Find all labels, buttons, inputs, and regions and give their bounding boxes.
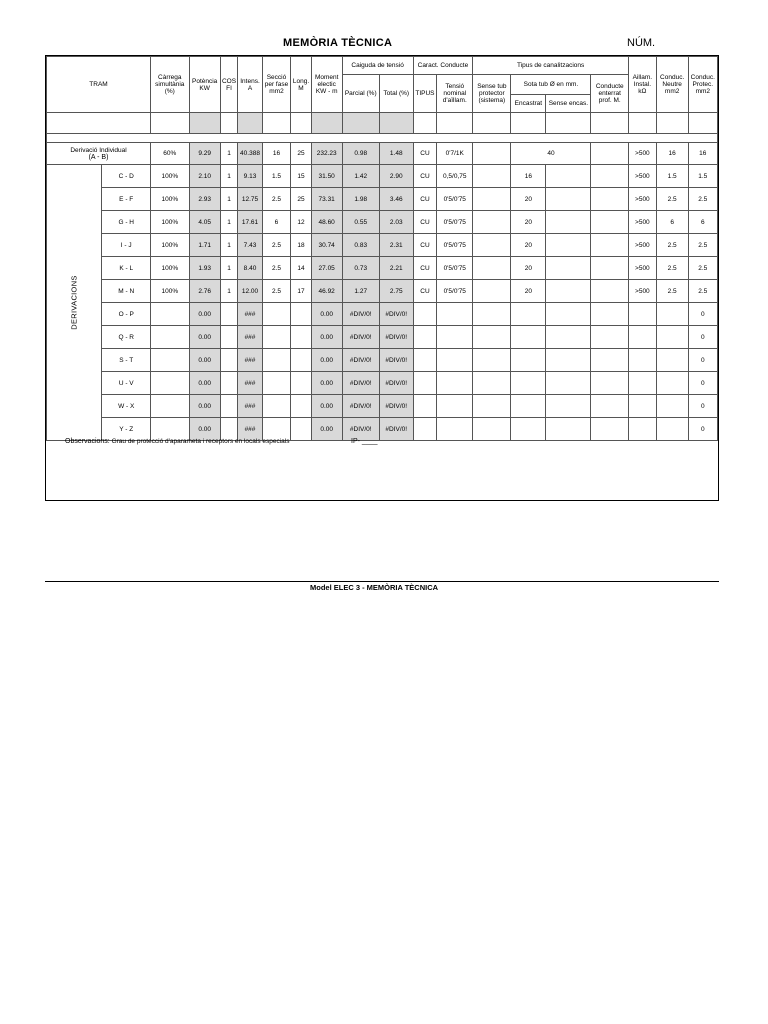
cell-tipus: CU <box>413 165 437 188</box>
cell-tram: Q - R <box>102 326 151 349</box>
cell-long <box>291 372 311 395</box>
cell-tensio: 0'7/1K <box>437 143 473 165</box>
cell-seccio: 1.5 <box>262 165 291 188</box>
cell-enterrat <box>591 372 629 395</box>
observations-text: Grau de protecció d'aparameta i receptors en locals especials <box>111 438 290 445</box>
cell-neutre <box>656 349 688 372</box>
aillam-header: Aillam. Instal. kΩ <box>628 57 656 113</box>
intens-header: Intens. A <box>238 57 262 113</box>
derivation-row <box>47 303 718 326</box>
cell-moment: 0.00 <box>311 395 342 418</box>
cell-sense-encas <box>546 303 591 326</box>
cell-total: #DIV/0! <box>379 395 413 418</box>
technical-memory-sheet <box>45 55 719 501</box>
cell-tram: C - D <box>102 165 151 188</box>
page-title: MEMÒRIA TÈCNICA <box>283 37 393 49</box>
cell-total: #DIV/0! <box>379 303 413 326</box>
cell-tipus <box>413 326 437 349</box>
cell-cosfi: 1 <box>220 280 238 303</box>
derivation-row <box>47 211 718 234</box>
cell-carrega <box>151 372 190 395</box>
cell-aillam <box>628 326 656 349</box>
cell-encastrat <box>511 372 546 395</box>
cell-enterrat <box>591 234 629 257</box>
cell-enterrat <box>591 143 629 165</box>
cell-carrega: 100% <box>151 257 190 280</box>
cell-tipus <box>413 418 437 441</box>
cell-parcial: #DIV/0! <box>342 303 379 326</box>
cell-sense-tub <box>473 418 511 441</box>
cell-tipus: CU <box>413 143 437 165</box>
tensio-header: Tensió nominal d'aïllam. <box>437 75 473 113</box>
observations <box>65 438 289 445</box>
cell-tram: U - V <box>102 372 151 395</box>
cell-neutre: 6 <box>656 211 688 234</box>
cell-aillam: >500 <box>628 211 656 234</box>
cell-potencia: 4.05 <box>189 211 220 234</box>
derivation-row <box>47 326 718 349</box>
cell-seccio <box>262 395 291 418</box>
cell-long <box>291 303 311 326</box>
derivation-row <box>47 165 718 188</box>
cell-long: 25 <box>291 188 311 211</box>
cell-moment: 27.05 <box>311 257 342 280</box>
cell-moment: 232.23 <box>311 143 342 165</box>
cell-neutre <box>656 326 688 349</box>
cell-aillam <box>628 372 656 395</box>
cell-tensio: 0'5/0'75 <box>437 234 473 257</box>
cell-tipus <box>413 349 437 372</box>
cell-protec: 0 <box>688 303 717 326</box>
derivation-row <box>47 234 718 257</box>
cell-tram: O - P <box>102 303 151 326</box>
derivation-row <box>47 395 718 418</box>
cell-tram: G - H <box>102 211 151 234</box>
cell-long <box>291 418 311 441</box>
cell-seccio: 16 <box>262 143 291 165</box>
cell-protec: 16 <box>688 143 717 165</box>
cell-tensio: 0'5/0'75 <box>437 257 473 280</box>
cell-moment: 30.74 <box>311 234 342 257</box>
cell-seccio <box>262 349 291 372</box>
cell-potencia: 2.76 <box>189 280 220 303</box>
seccio-header: Secció per fase mm2 <box>262 57 291 113</box>
cell-cosfi: 1 <box>220 234 238 257</box>
cell-total: 2.31 <box>379 234 413 257</box>
cell-sense-encas <box>546 165 591 188</box>
cell-tensio <box>437 395 473 418</box>
cell-cosfi <box>220 395 238 418</box>
cell-encastrat: 20 <box>511 188 546 211</box>
encastrat-header: Encastrat <box>511 95 546 113</box>
cell-encastrat <box>511 349 546 372</box>
tram-header: TRAM <box>47 57 151 113</box>
cell-enterrat <box>591 257 629 280</box>
cell-protec: 0 <box>688 395 717 418</box>
observations-label: Observacions: <box>65 438 110 445</box>
cell-sense-encas <box>546 326 591 349</box>
cell-parcial: 0.73 <box>342 257 379 280</box>
cell-intens: 9.13 <box>238 165 262 188</box>
cell-sense-tub <box>473 188 511 211</box>
sota-tub-header: Sota tub Ø en mm. <box>511 75 591 95</box>
cell-moment: 0.00 <box>311 372 342 395</box>
cell-parcial: 1.27 <box>342 280 379 303</box>
cell-long <box>291 395 311 418</box>
cell-tram: Y - Z <box>102 418 151 441</box>
cell-tram: E - F <box>102 188 151 211</box>
cell-tensio <box>437 349 473 372</box>
cell-seccio: 6 <box>262 211 291 234</box>
cell-moment: 46.92 <box>311 280 342 303</box>
cell-parcial: 0.55 <box>342 211 379 234</box>
cell-intens: 40.388 <box>238 143 262 165</box>
cell-tram: W - X <box>102 395 151 418</box>
cell-sense-tub <box>473 211 511 234</box>
cell-potencia: 0.00 <box>189 395 220 418</box>
cell-sense-tub <box>473 234 511 257</box>
cell-encastrat: 20 <box>511 234 546 257</box>
cell-carrega: 100% <box>151 280 190 303</box>
cell-potencia: 9.29 <box>189 143 220 165</box>
cell-enterrat <box>591 418 629 441</box>
cell-cosfi: 1 <box>220 257 238 280</box>
cell-parcial: #DIV/0! <box>342 395 379 418</box>
cell-potencia: 2.10 <box>189 165 220 188</box>
cell-total: #DIV/0! <box>379 349 413 372</box>
cell-seccio: 2.5 <box>262 188 291 211</box>
cell-intens: ### <box>238 395 262 418</box>
blank-row <box>47 113 718 134</box>
cell-intens: ### <box>238 326 262 349</box>
cell-enterrat <box>591 395 629 418</box>
cell-tipus: CU <box>413 234 437 257</box>
cell-sense-tub <box>473 349 511 372</box>
cell-aillam: >500 <box>628 280 656 303</box>
cell-neutre <box>656 418 688 441</box>
cell-potencia: 0.00 <box>189 372 220 395</box>
cell-sense-encas <box>546 395 591 418</box>
cell-carrega <box>151 303 190 326</box>
cell-tensio <box>437 303 473 326</box>
cell-moment: 0.00 <box>311 418 342 441</box>
total-header: Total (%) <box>379 75 413 113</box>
cell-intens: ### <box>238 418 262 441</box>
derivacio-label: Derivació Individual <box>70 146 127 154</box>
cell-cosfi: 1 <box>220 143 238 165</box>
cell-parcial: 1.98 <box>342 188 379 211</box>
cell-aillam <box>628 418 656 441</box>
cell-carrega: 100% <box>151 234 190 257</box>
cell-aillam: >500 <box>628 165 656 188</box>
potencia-header: Potència KW <box>189 57 220 113</box>
cell-carrega: 100% <box>151 188 190 211</box>
cell-sense-tub <box>473 303 511 326</box>
cell-total: 2.03 <box>379 211 413 234</box>
cell-moment: 73.31 <box>311 188 342 211</box>
cell-potencia: 1.93 <box>189 257 220 280</box>
spacer-row <box>47 134 718 143</box>
cell-enterrat <box>591 280 629 303</box>
caract-header: Caract. Conducte <box>413 57 473 75</box>
cell-cosfi: 1 <box>220 188 238 211</box>
cell-sense-tub <box>473 395 511 418</box>
cell-sense-tub <box>473 280 511 303</box>
enterrat-header: Conducte enterrat prof. M. <box>591 75 629 113</box>
cell-tipus <box>413 303 437 326</box>
cell-aillam <box>628 395 656 418</box>
cell-potencia: 2.93 <box>189 188 220 211</box>
cell-encastrat: 20 <box>511 211 546 234</box>
cell-aillam: >500 <box>628 234 656 257</box>
tipus-header: TIPUS <box>413 75 437 113</box>
cell-seccio <box>262 303 291 326</box>
cell-long: 12 <box>291 211 311 234</box>
cell-sense-tub <box>473 143 511 165</box>
cell-intens: 12.00 <box>238 280 262 303</box>
cell-total: 2.75 <box>379 280 413 303</box>
cell-total: #DIV/0! <box>379 372 413 395</box>
cell-intens: ### <box>238 349 262 372</box>
cell-cosfi <box>220 326 238 349</box>
cell-moment: 0.00 <box>311 349 342 372</box>
cell-total: 2.90 <box>379 165 413 188</box>
cell-carrega: 60% <box>151 143 190 165</box>
cell-parcial: #DIV/0! <box>342 372 379 395</box>
cell-protec: 2.5 <box>688 280 717 303</box>
cell-long: 18 <box>291 234 311 257</box>
long-header: Long. M <box>291 57 311 113</box>
cell-cosfi: 1 <box>220 165 238 188</box>
cell-protec: 2.5 <box>688 257 717 280</box>
cell-neutre: 2.5 <box>656 234 688 257</box>
cell-enterrat <box>591 188 629 211</box>
derivacio-tram: (A - B) <box>88 153 109 161</box>
cell-tensio: 0'5/0'75 <box>437 211 473 234</box>
parcial-header: Parcial (%) <box>342 75 379 113</box>
cell-seccio <box>262 372 291 395</box>
cell-tensio <box>437 418 473 441</box>
cell-sense-encas <box>546 349 591 372</box>
cell-tensio <box>437 326 473 349</box>
cell-encastrat <box>511 395 546 418</box>
cell-intens: ### <box>238 303 262 326</box>
cell-seccio: 2.5 <box>262 280 291 303</box>
cell-long: 25 <box>291 143 311 165</box>
cell-potencia: 0.00 <box>189 303 220 326</box>
caiguda-header: Caiguda de tensió <box>342 57 413 75</box>
cell-tipus: CU <box>413 280 437 303</box>
cell-enterrat <box>591 211 629 234</box>
cell-parcial: 1.42 <box>342 165 379 188</box>
derivacions-vertical-label <box>47 165 102 441</box>
footer-label: Model ELEC 3 - MEMÒRIA TÈCNICA <box>310 583 439 592</box>
cell-neutre: 2.5 <box>656 188 688 211</box>
cell-total: 2.21 <box>379 257 413 280</box>
derivacions-text: DERIVACIONS <box>69 274 79 330</box>
cell-neutre: 1.5 <box>656 165 688 188</box>
cell-seccio: 2.5 <box>262 234 291 257</box>
cell-sense-tub <box>473 257 511 280</box>
cell-sense-tub <box>473 372 511 395</box>
protec-header: Conduc. Protec. mm2 <box>688 57 717 113</box>
sense-encas-header: Sense encas. <box>546 95 591 113</box>
cell-long: 17 <box>291 280 311 303</box>
cell-sense-encas <box>546 188 591 211</box>
cell-encastrat: 20 <box>511 257 546 280</box>
cell-protec: 2.5 <box>688 188 717 211</box>
cell-sense-encas <box>546 280 591 303</box>
derivation-row <box>47 280 718 303</box>
cell-potencia: 0.00 <box>189 349 220 372</box>
cell-tram: S - T <box>102 349 151 372</box>
derivation-row <box>47 257 718 280</box>
neutre-header: Conduc. Neutre mm2 <box>656 57 688 113</box>
cell-intens: 8.40 <box>238 257 262 280</box>
cell-moment: 31.50 <box>311 165 342 188</box>
cell-tram: M - N <box>102 280 151 303</box>
cell-tensio <box>437 372 473 395</box>
cell-total: 1.48 <box>379 143 413 165</box>
cell-tipus: CU <box>413 211 437 234</box>
cell-encastrat: 16 <box>511 165 546 188</box>
cell-sense-encas <box>546 211 591 234</box>
canal-header: Tipus de canalitzacions <box>473 57 629 75</box>
cell-tipus <box>413 395 437 418</box>
cell-protec: 0 <box>688 418 717 441</box>
cell-intens: 7.43 <box>238 234 262 257</box>
cell-carrega: 100% <box>151 165 190 188</box>
cell-sense-encas <box>546 418 591 441</box>
footer-divider <box>45 581 719 582</box>
cell-potencia: 1.71 <box>189 234 220 257</box>
cell-total: #DIV/0! <box>379 418 413 441</box>
cell-total: 3.46 <box>379 188 413 211</box>
calculation-table <box>46 56 718 441</box>
cell-protec: 0 <box>688 349 717 372</box>
cell-protec: 0 <box>688 372 717 395</box>
cell-moment: 48.60 <box>311 211 342 234</box>
cosfi-header: COS FI <box>220 57 238 113</box>
cell-intens: ### <box>238 372 262 395</box>
cell-neutre: 2.5 <box>656 280 688 303</box>
cell-neutre: 16 <box>656 143 688 165</box>
cell-seccio <box>262 326 291 349</box>
cell-carrega <box>151 326 190 349</box>
cell-cosfi <box>220 303 238 326</box>
cell-long: 14 <box>291 257 311 280</box>
cell-tram: I - J <box>102 234 151 257</box>
cell-enterrat <box>591 303 629 326</box>
cell-long <box>291 326 311 349</box>
cell-aillam: >500 <box>628 188 656 211</box>
cell-protec: 0 <box>688 326 717 349</box>
cell-carrega <box>151 349 190 372</box>
cell-encastrat <box>511 326 546 349</box>
cell-total: #DIV/0! <box>379 326 413 349</box>
cell-cosfi <box>220 349 238 372</box>
cell-parcial: #DIV/0! <box>342 418 379 441</box>
cell-tipus: CU <box>413 257 437 280</box>
cell-neutre: 2.5 <box>656 257 688 280</box>
derivation-row <box>47 188 718 211</box>
cell-moment: 0.00 <box>311 326 342 349</box>
cell-tipus <box>413 372 437 395</box>
cell-potencia: 0.00 <box>189 326 220 349</box>
derivation-row <box>47 349 718 372</box>
cell-parcial: #DIV/0! <box>342 349 379 372</box>
cell-protec: 1.5 <box>688 165 717 188</box>
cell-sense-encas <box>546 372 591 395</box>
cell-enterrat <box>591 326 629 349</box>
cell-aillam: >500 <box>628 143 656 165</box>
cell-long <box>291 349 311 372</box>
cell-sense-encas <box>546 257 591 280</box>
cell-cosfi: 1 <box>220 211 238 234</box>
cell-aillam: >500 <box>628 257 656 280</box>
cell-encastrat: 20 <box>511 280 546 303</box>
cell-aillam <box>628 303 656 326</box>
cell-neutre <box>656 395 688 418</box>
cell-tensio: 0,5/0,75 <box>437 165 473 188</box>
cell-carrega <box>151 395 190 418</box>
cell-parcial: #DIV/0! <box>342 326 379 349</box>
cell-sense-encas <box>546 234 591 257</box>
sense-tub-header: Sense tub protector (sistema) <box>473 75 511 113</box>
cell-moment: 0.00 <box>311 303 342 326</box>
cell-encastrat: 40 <box>511 143 591 165</box>
cell-aillam <box>628 349 656 372</box>
ip-field: IP- ____ <box>351 438 378 445</box>
cell-encastrat <box>511 303 546 326</box>
cell-seccio: 2.5 <box>262 257 291 280</box>
cell-cosfi <box>220 372 238 395</box>
cell-sense-tub <box>473 326 511 349</box>
cell-long: 15 <box>291 165 311 188</box>
derivation-row <box>47 372 718 395</box>
cell-intens: 12.75 <box>238 188 262 211</box>
moment-header: Moment electic KW - m <box>311 57 342 113</box>
cell-potencia: 0.00 <box>189 418 220 441</box>
cell-carrega: 100% <box>151 211 190 234</box>
derivacio-individual-label <box>47 143 151 165</box>
cell-parcial: 0.98 <box>342 143 379 165</box>
carrega-header: Càrrega simultània (%) <box>151 57 190 113</box>
cell-protec: 2.5 <box>688 234 717 257</box>
cell-tram: K - L <box>102 257 151 280</box>
cell-sense-tub <box>473 165 511 188</box>
derivacio-individual-row <box>47 143 718 165</box>
cell-encastrat <box>511 418 546 441</box>
cell-parcial: 0.83 <box>342 234 379 257</box>
cell-enterrat <box>591 165 629 188</box>
cell-protec: 6 <box>688 211 717 234</box>
cell-neutre <box>656 372 688 395</box>
cell-tensio: 0'5/0'75 <box>437 188 473 211</box>
document-number-label: NÚM. <box>627 37 656 49</box>
cell-tipus: CU <box>413 188 437 211</box>
cell-enterrat <box>591 349 629 372</box>
cell-neutre <box>656 303 688 326</box>
cell-tensio: 0'5/0'75 <box>437 280 473 303</box>
cell-intens: 17.61 <box>238 211 262 234</box>
